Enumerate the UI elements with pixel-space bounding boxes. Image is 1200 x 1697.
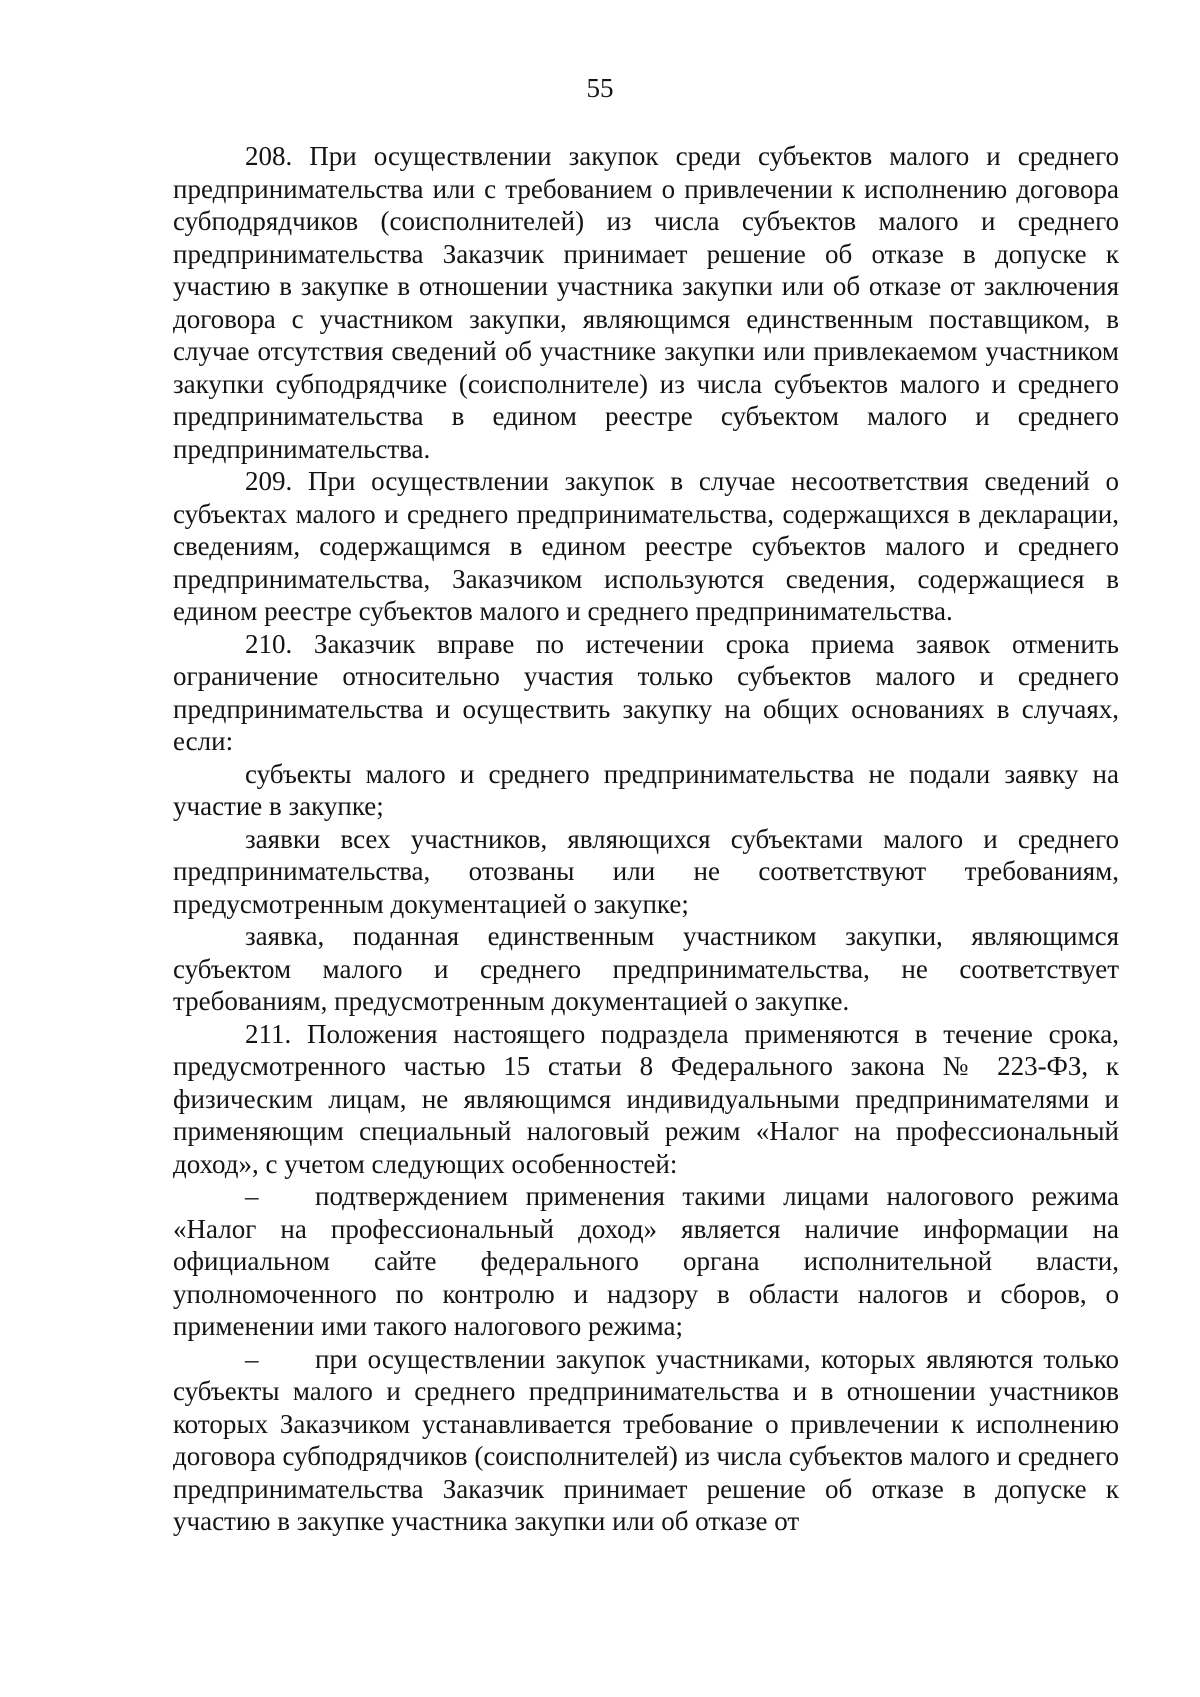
paragraph-211-dash-item-2 xyxy=(173,1343,1119,1538)
paragraph-210: 210. Заказчик вправе по истечении срока приема заявок отменить ограничение относительно участия только субъектов малого и среднего предпринимательства и осуществить закупку на общих основаниях в случаях, если: xyxy=(173,628,1119,756)
paragraph-209: 209. При осуществлении закупок в случае несоответствия сведений о субъектах малого и среднего предпринимательства, содержащихся в декларации, сведениям, содержащимся в едином реестре субъектов малого и среднего предпринимательства, Заказчиком используются сведения, содержащиеся в едином реестре субъектов малого и среднего предпринимательства. xyxy=(173,466,1119,626)
paragraph-210-item-2: заявки всех участников, являющихся субъектами малого и среднего предпринимательства, отозваны или не соответствуют требованиям, предусмотренным документацией о закупке; xyxy=(173,823,1119,919)
dash-marker: – xyxy=(245,1181,259,1211)
paragraph-210-item-3: заявка, поданная единственным участником закупки, являющимся субъектом малого и среднего предпринимательства, не соответствует требованиям, предусмотренным документацией о закупке. xyxy=(173,921,1119,1016)
paragraph-210-item-1: субъекты малого и среднего предпринимательства не подали заявку на участие в закупке; xyxy=(173,758,1119,821)
document-body xyxy=(173,140,1119,1538)
page-number: 55 xyxy=(586,73,614,103)
paragraph-208: 208. При осуществлении закупок среди субъектов малого и среднего предпринимательства или с требованием о привлечении к исполнению договора субподрядчиков (соисполнителей) из числа субъектов малого и среднего предпринимательства Заказчик принимает решение об отказе в допуске к участию в закупке в отношении участника закупки или об отказе от заключения договора с участником закупки, являющимся единственным поставщиком, в случае отсутствия сведений об участнике закупки или привлекаемом участником закупки субподрядчике (соисполнителе) из числа субъектов малого и среднего предпринимательства в едином реестре субъектом малого и среднего предпринимательства. xyxy=(173,141,1119,464)
paragraph-211-dash-item-1 xyxy=(173,1180,1119,1343)
dash-marker: – xyxy=(245,1343,259,1374)
dash-item-text: при осуществлении закупок участниками, которых являются только субъекты малого и среднего предпринимательства и в отношении участников которых Заказчиком устанавливается требование о привлечении к исполнению договора субподрядчиков (соисполнителей) из числа субъектов малого и среднего предпринимательства Заказчик принимает решение об отказе в допуске к участию в закупке участника закупки или об отказе от xyxy=(173,1343,1119,1536)
paragraph-211: 211. Положения настоящего подраздела применяются в течение срока, предусмотренного частью 15 статьи 8 Федерального закона № 223-ФЗ, к физическим лицам, не являющимся индивидуальными предпринимателями и применяющим специальный налоговый режим «Налог на профессиональный доход», с учетом следующих особенностей: xyxy=(173,1018,1119,1179)
dash-item-text: подтверждением применения такими лицами налогового режима «Налог на профессиональный доход» является наличие информации на официальном сайте федерального органа исполнительной власти, уполномоченного по контролю и надзору в области налогов и сборов, о применении ими такого налогового режима; xyxy=(173,1181,1119,1341)
